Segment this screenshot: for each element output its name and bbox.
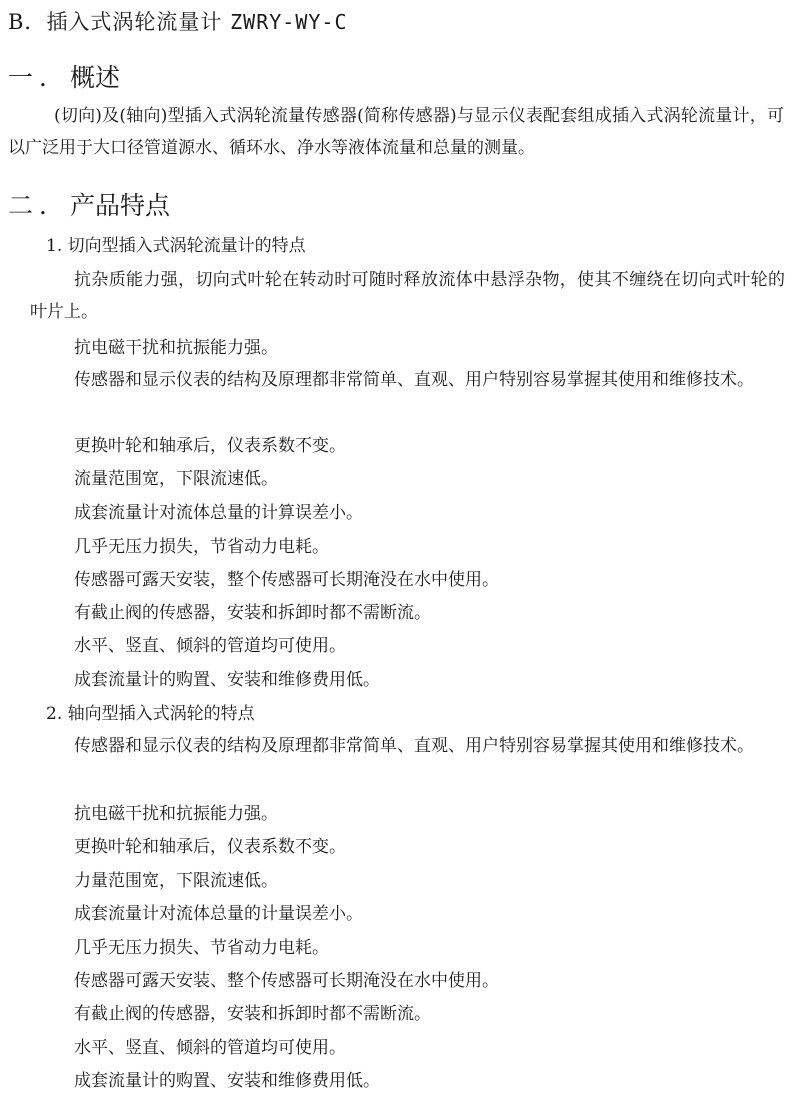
axial-item-8: 有截止阀的传感器，安装和拆卸时都不需断流。 xyxy=(74,1004,431,1024)
axial-item-1: 传感器和显示仪表的结构及原理都非常简单、直观、用户特别容易掌握其使用和维修技术。 xyxy=(74,736,754,756)
tangential-item-2: 抗电磁干扰和抗振能力强。 xyxy=(74,338,278,358)
axial-item-4: 力量范围宽，下限流速低。 xyxy=(74,871,278,891)
tangential-item-3: 传感器和显示仪表的结构及原理都非常简单、直观、用户特别容易掌握其使用和维修技术。 xyxy=(74,370,754,390)
features-title: 产品特点 xyxy=(70,191,171,220)
overview-paragraph: (切向)及(轴向)型插入式涡轮流量传感器(简称传感器)与显示仪表配套组成插入式涡轮流量计，可以广泛用于大口径管道源水、循环水、净水等液体流量和总量的测量。 xyxy=(8,106,784,158)
tangential-item-8: 传感器可露天安装，整个传感器可长期淹没在水中使用。 xyxy=(74,570,499,590)
document-title xyxy=(8,8,348,36)
tangential-item-1: 抗杂质能力强，切向式叶轮在转动时可随时释放流体中悬浮杂物，使其不缠绕在切向式叶轮的叶片上。 xyxy=(30,270,785,322)
overview-number: 一． xyxy=(8,63,71,92)
tangential-item-9: 有截止阀的传感器，安装和拆卸时都不需断流。 xyxy=(74,603,431,623)
axial-item-3: 更换叶轮和轴承后，仪表系数不变。 xyxy=(74,837,346,857)
tangential-item-5: 流量范围宽，下限流速低。 xyxy=(74,469,278,489)
axial-subheading: 2. 轴向型插入式涡轮的特点 xyxy=(46,704,255,724)
tangential-subheading: 1. 切向型插入式涡轮流量计的特点 xyxy=(46,236,306,256)
axial-item-9: 水平、竖直、倾斜的管道均可使用。 xyxy=(74,1038,346,1058)
axial-item-5: 成套流量计对流体总量的计量误差小。 xyxy=(74,904,363,924)
axial-item-2: 抗电磁干扰和抗振能力强。 xyxy=(74,804,278,824)
features-number: 二． xyxy=(8,191,71,220)
axial-item-6: 几乎无压力损失、节省动力电耗。 xyxy=(74,938,329,958)
tangential-item-4: 更换叶轮和轴承后，仪表系数不变。 xyxy=(74,436,346,456)
features-heading xyxy=(8,190,170,222)
axial-item-10: 成套流量计的购置、安装和维修费用低。 xyxy=(74,1071,380,1091)
axial-item-7: 传感器可露天安装、整个传感器可长期淹没在水中使用。 xyxy=(74,971,499,991)
tangential-item-6: 成套流量计对流体总量的计算误差小。 xyxy=(74,503,363,523)
tangential-item-7: 几乎无压力损失，节省动力电耗。 xyxy=(74,537,329,557)
title-product-name: 插入式涡轮流量计 xyxy=(46,10,223,34)
title-model-number: ZWRY-WY-C xyxy=(230,10,348,34)
tangential-item-11: 成套流量计的购置、安装和维修费用低。 xyxy=(74,670,380,690)
overview-title: 概述 xyxy=(70,63,121,92)
overview-heading xyxy=(8,62,120,94)
tangential-item-10: 水平、竖直、倾斜的管道均可使用。 xyxy=(74,636,346,656)
title-prefix: B． xyxy=(8,10,47,34)
